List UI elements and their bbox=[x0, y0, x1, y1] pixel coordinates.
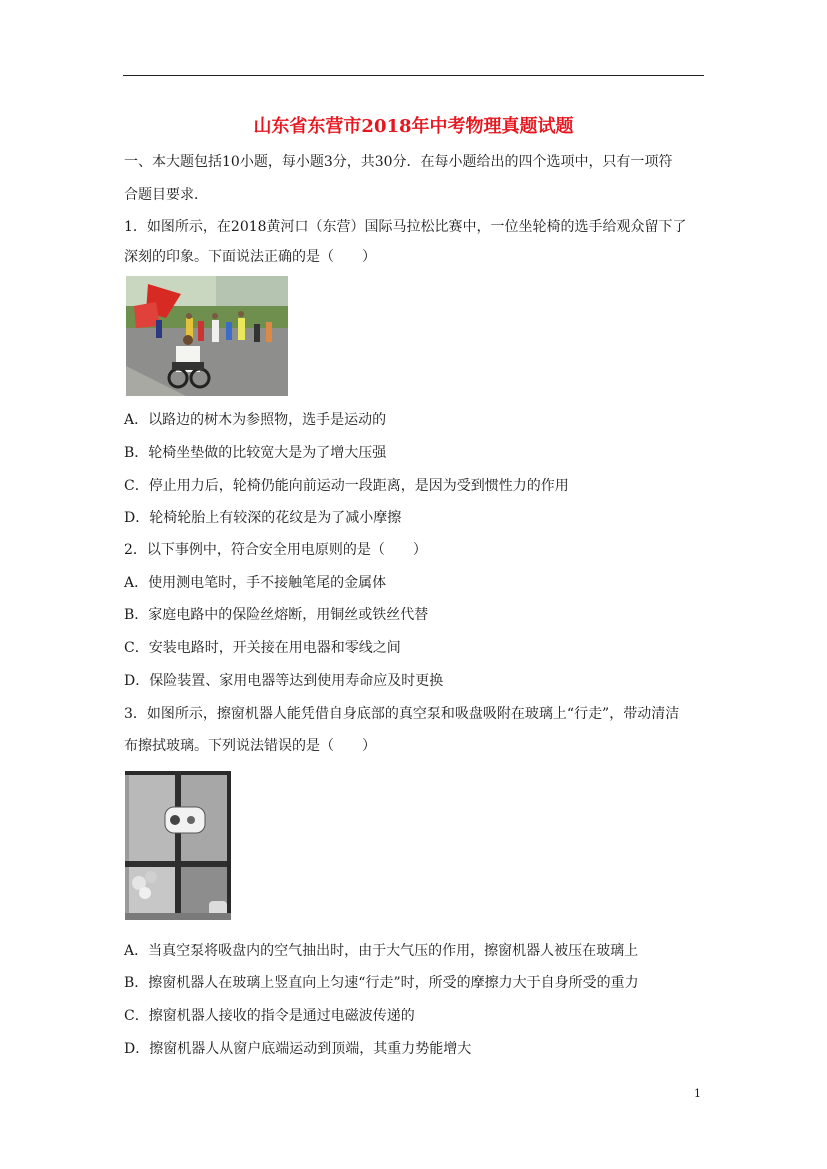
question-2-option-d: D．保险装置、家用电器等达到使用寿命应及时更换 bbox=[124, 673, 444, 689]
question-3-option-b: B．擦窗机器人在玻璃上竖直向上匀速“行走”时，所受的摩擦力大于自身所受的重力 bbox=[124, 975, 639, 991]
section-intro-line-1: 一、本大题包括10小题，每小题3分，共30分．在每小题给出的四个选项中，只有一项符 bbox=[124, 154, 673, 170]
question-2-option-c: C．安装电路时，开关接在用电器和零线之间 bbox=[124, 640, 401, 656]
question-1-option-d: D．轮椅轮胎上有较深的花纹是为了减小摩擦 bbox=[124, 510, 402, 526]
question-1-stem-line-2: 深刻的印象。下面说法正确的是（ ） bbox=[124, 249, 376, 265]
question-3-option-c: C．擦窗机器人接收的指令是通过电磁波传递的 bbox=[124, 1008, 415, 1024]
question-3-option-d: D．擦窗机器人从窗户底端运动到顶端，其重力势能增大 bbox=[124, 1041, 472, 1057]
question-2-option-a: A．使用测电笔时，手不接触笔尾的金属体 bbox=[124, 575, 387, 591]
window-robot-photo bbox=[125, 771, 231, 920]
question-3-stem-line-1: 3．如图所示，擦窗机器人能凭借自身底部的真空泵和吸盘吸附在玻璃上“行走”，带动清洁 bbox=[124, 706, 680, 722]
header-rule bbox=[123, 75, 704, 76]
section-intro-line-2: 合题目要求． bbox=[124, 187, 208, 203]
page-number: 1 bbox=[694, 1087, 701, 1100]
question-2-option-b: B．家庭电路中的保险丝熔断，用铜丝或铁丝代替 bbox=[124, 607, 429, 623]
question-1-option-a: A．以路边的树木为参照物，选手是运动的 bbox=[124, 412, 387, 428]
question-1-stem-line-1: 1．如图所示，在2018黄河口（东营）国际马拉松比赛中，一位坐轮椅的选手给观众留下了 bbox=[124, 219, 687, 235]
marathon-wheelchair-photo bbox=[126, 276, 288, 396]
page-title: 山东省东营市2018年中考物理真题试题 bbox=[253, 116, 574, 137]
question-2-stem-line-1: 2．以下事例中，符合安全用电原则的是（ ） bbox=[124, 542, 427, 558]
question-3-option-a: A．当真空泵将吸盘内的空气抽出时，由于大气压的作用，擦窗机器人被压在玻璃上 bbox=[124, 943, 639, 959]
question-1-option-b: B．轮椅坐垫做的比较宽大是为了增大压强 bbox=[124, 445, 387, 461]
question-3-stem-line-2: 布擦拭玻璃。下列说法错误的是（ ） bbox=[124, 738, 376, 754]
question-1-option-c: C．停止用力后，轮椅仍能向前运动一段距离，是因为受到惯性力的作用 bbox=[124, 478, 569, 494]
